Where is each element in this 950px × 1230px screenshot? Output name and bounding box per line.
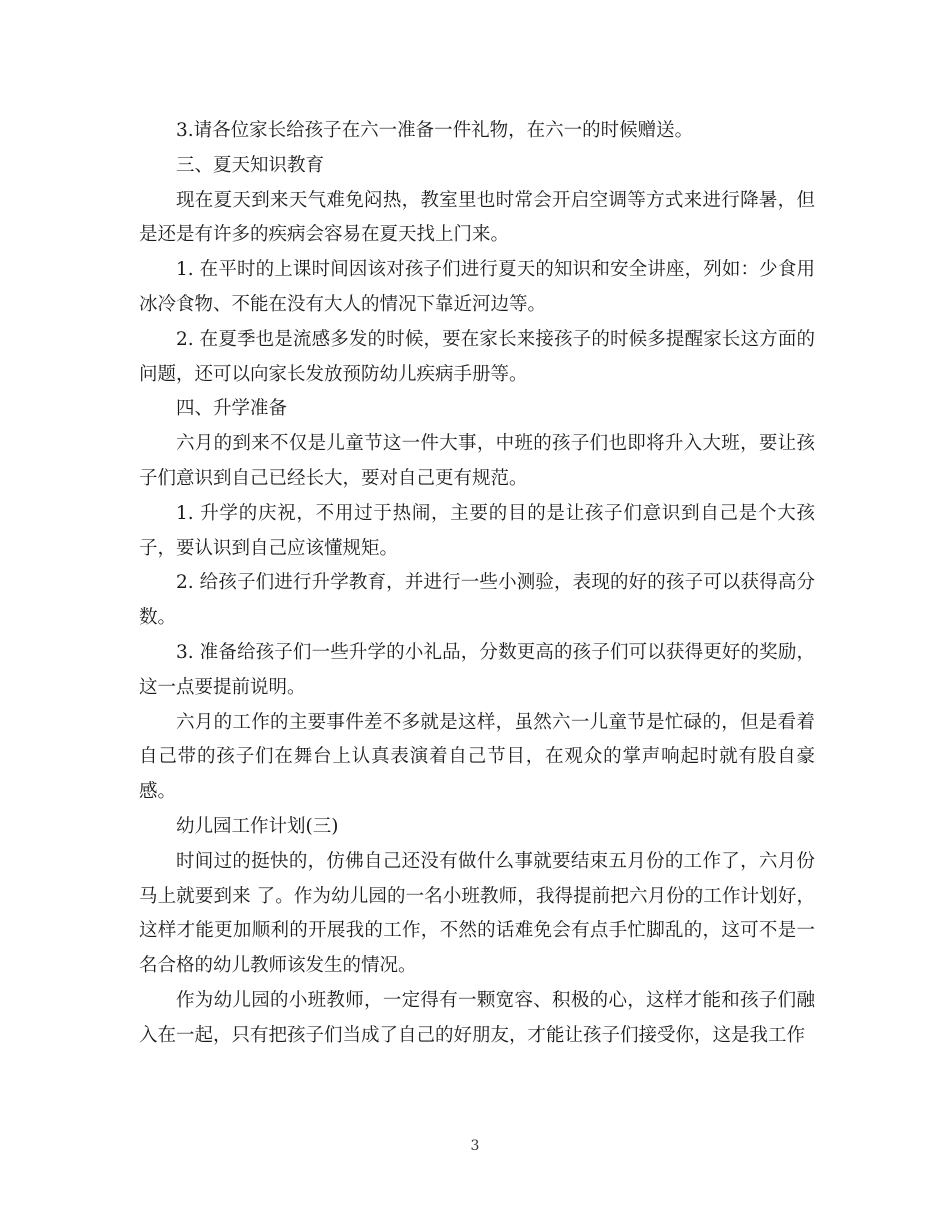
- paragraph-promotion-item-3: 3. 准备给孩子们一些升学的小礼品，分数更高的孩子们可以获得更好的奖励，这一点要提前说明。: [139, 641, 815, 698]
- paragraph-june-summary: 六月的工作的主要事件差不多就是这样，虽然六一儿童节是忙碌的，但是看着自己带的孩子们在舞台上认真表演着自己节目，在观众的掌声响起时就有股自豪感。: [139, 711, 815, 803]
- paragraph-promotion-item-1: 1. 升学的庆祝，不用过于热闹，主要的目的是让孩子们意识到自己是个大孩子，要认识到自己应该懂规矩。: [139, 502, 815, 559]
- paragraph-summer-intro: 现在夏天到来天气难免闷热，教室里也时常会开启空调等方式来进行降暑，但是还是有许多的疾病会容易在夏天找上门来。: [139, 189, 815, 246]
- heading-summer-education: 三、夏天知识教育: [176, 154, 325, 176]
- heading-plan-three: 幼儿园工作计划(三): [176, 815, 339, 837]
- paragraph-promotion-item-2: 2. 给孩子们进行升学教育，并进行一些小测验，表现的好的孩子可以获得高分数。: [139, 572, 815, 629]
- paragraph-gift: 3.请各位家长给孩子在六一准备一件礼物，在六一的时候赠送。: [176, 120, 694, 141]
- page-number: 3: [470, 1138, 480, 1154]
- paragraph-summer-item-2: 2. 在夏季也是流感多发的时候，要在家长来接孩子的时候多提醒家长这方面的问题，还可以向家长发放预防幼儿疾病手册等。: [139, 328, 815, 385]
- paragraph-summer-item-1: 1. 在平时的上课时间因该对孩子们进行夏天的知识和安全讲座，列如：少食用冰冷食物、不能在没有大人的情况下靠近河边等。: [139, 259, 815, 315]
- paragraph-promotion-intro: 六月的到来不仅是儿童节这一件大事，中班的孩子们也即将升入大班，要让孩子们意识到自己已经长大，要对自己更有规范。: [139, 433, 815, 489]
- paragraph-plan-teacher: 作为幼儿园的小班教师，一定得有一颗宽容、积极的心，这样才能和孩子们融入在一起，只有把孩子们当成了自己的好朋友，才能让孩子们接受你，这是我工作: [139, 989, 815, 1046]
- heading-promotion: 四、升学准备: [176, 398, 288, 420]
- paragraph-plan-intro: 时间过的挺快的，仿佛自己还没有做什么事就要结束五月份的工作了，六月份马上就要到来 了。作为幼儿园的一名小班教师，我得提前把六月份的工作计划好，这样才能更加顺利的开展我的工作，不然的话难免会有点手忙脚乱的，这可不是一名合格的幼儿教师该发生的情况。: [139, 850, 815, 977]
- document-body: [139, 114, 815, 1054]
